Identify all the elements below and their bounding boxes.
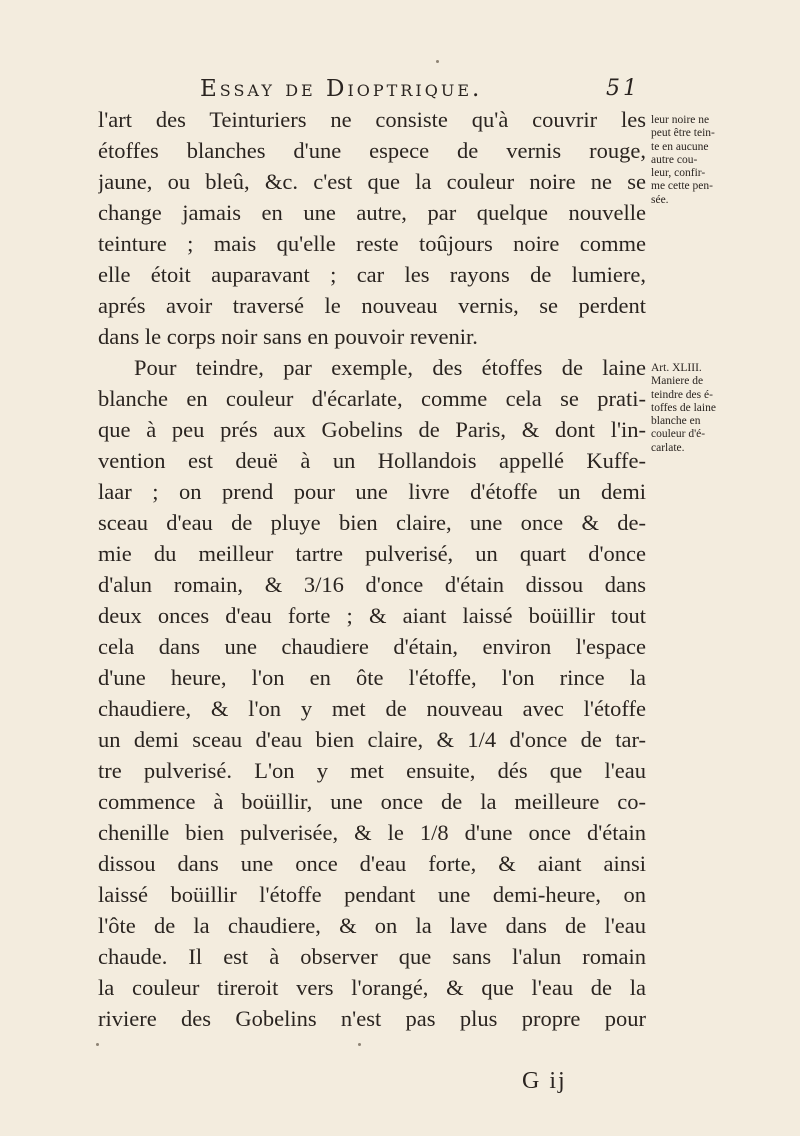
text-line: laissé boüillir l'étoffe pendant une demi-heure, on: [98, 882, 646, 907]
margin-note-line: peut être tein-: [651, 127, 715, 140]
text-line: étoffes blanches d'une espece de vernis rouge,: [98, 138, 646, 163]
margin-note-line: carlate.: [651, 441, 685, 454]
text-line: un demi sceau d'eau bien claire, & 1/4 d'once de tar-: [98, 727, 646, 752]
margin-note-line: me cette pen-: [651, 180, 713, 193]
page-number: 51: [606, 76, 640, 101]
text-line: l'ôte de la chaudiere, & on la lave dans de l'eau: [98, 913, 646, 938]
text-line: chaudiere, & l'on y met de nouveau avec l'étoffe: [98, 696, 646, 721]
margin-note-line: leur noire ne: [651, 114, 710, 126]
text-line: riviere des Gobelins n'est pas plus propre pour: [98, 1006, 646, 1031]
margin-note: [651, 114, 766, 207]
text-line: que à peu prés aux Gobelins de Paris, & dont l'in-: [98, 417, 646, 442]
text-line: Pour teindre, par exemple, des étoffes de laine: [134, 355, 646, 380]
text-line: change jamais en une autre, par quelque nouvelle: [98, 200, 646, 225]
text-line: tre pulverisé. L'on y met ensuite, dés que l'eau: [98, 758, 646, 783]
text-line: d'alun romain, & 3/16 d'once d'étain dissou dans: [98, 572, 646, 597]
text-line: deux onces d'eau forte ; & aiant laissé boüillir tout: [98, 603, 646, 628]
text-line: cela dans une chaudiere d'étain, environ l'espace: [98, 634, 646, 659]
margin-note-line: teindre des é-: [651, 388, 713, 401]
text-line: laar ; on prend pour une livre d'étoffe un demi: [98, 479, 646, 504]
text-line: blanche en couleur d'écarlate, comme cela se prati-: [98, 386, 646, 411]
ink-speck: [358, 1043, 361, 1046]
text-line: la couleur tireroit vers l'orangé, & que l'eau de la: [98, 975, 646, 1000]
signature-mark: G ij: [522, 1068, 567, 1094]
margin-note-line: autre cou-: [651, 153, 698, 166]
text-line: l'art des Teinturiers ne consiste qu'à couvrir les: [98, 107, 646, 132]
ink-speck: [96, 1043, 99, 1046]
margin-note-line: couleur d'é-: [651, 428, 706, 441]
text-line: commence à boüillir, une once de la meilleure co-: [98, 789, 646, 814]
margin-note-line: te en aucune: [651, 140, 709, 153]
text-line: chenille bien pulverisée, & le 1/8 d'une once d'étain: [98, 820, 646, 845]
text-line: d'une heure, l'on en ôte l'étoffe, l'on rince la: [98, 665, 646, 690]
margin-note-line: blanche en: [651, 415, 701, 428]
text-line: aprés avoir traversé le nouveau vernis, se perdent: [98, 293, 646, 318]
margin-note: [651, 362, 766, 455]
margin-note-line: leur, confir-: [651, 167, 706, 180]
margin-note-line: sée.: [651, 193, 669, 206]
text-line: sceau d'eau de pluye bien claire, une once & de-: [98, 510, 646, 535]
text-line: elle étoit auparavant ; car les rayons de lumiere,: [98, 262, 646, 287]
ink-speck: [436, 60, 439, 63]
body-text: [98, 104, 646, 1034]
text-line: dissou dans une once d'eau forte, & aiant ainsi: [98, 851, 646, 876]
text-line: jaune, ou bleû, &c. c'est que la couleur noire ne se: [98, 169, 646, 194]
text-line: chaude. Il est à observer que sans l'alun romain: [98, 944, 646, 969]
text-line: dans le corps noir sans en pouvoir revenir.: [98, 324, 478, 349]
margin-note-line: toffes de laine: [651, 401, 716, 414]
margin-note-line: Maniere de: [651, 375, 704, 388]
text-line: vention est deuë à un Hollandois appellé Kuffe-: [98, 448, 646, 473]
text-line: mie du meilleur tartre pulverisé, un quart d'once: [98, 541, 646, 566]
text-line: teinture ; mais qu'elle reste toûjours noire comme: [98, 231, 646, 256]
running-title: Essay de Dioptrique.: [200, 76, 483, 102]
margin-note-line: Art. XLIII.: [651, 362, 702, 374]
